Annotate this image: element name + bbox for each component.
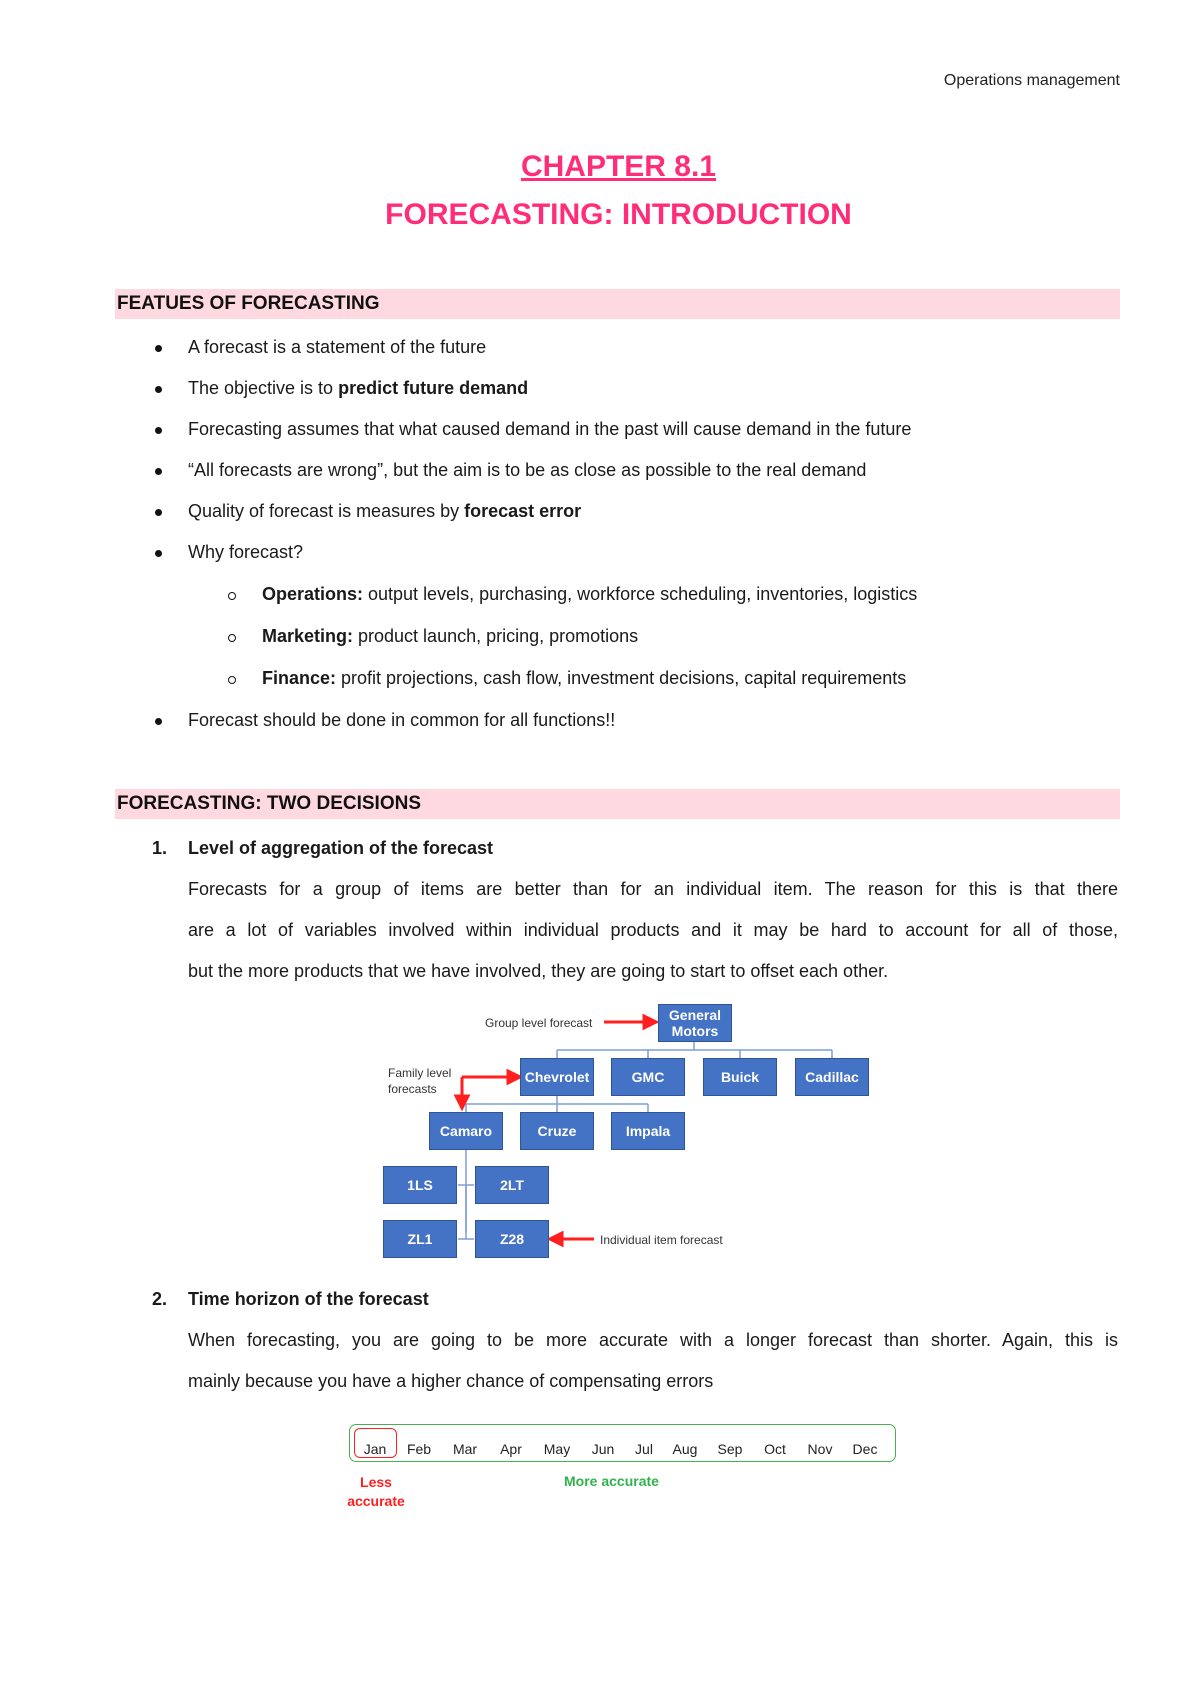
paragraph-line: Forecasts for a group of items are better than for an individual item. The reason for this is that there bbox=[188, 879, 1118, 899]
chapter-subtitle: FORECASTING: INTRODUCTION bbox=[385, 198, 852, 231]
org-node-zl1: ZL1 bbox=[383, 1220, 457, 1258]
bullet-item: Why forecast? bbox=[188, 542, 304, 562]
org-node-gmc: GMC bbox=[611, 1058, 685, 1096]
sub-bullet-item: Marketing: product launch, pricing, promotions bbox=[262, 626, 639, 646]
item-level-label: Individual item forecast bbox=[600, 1233, 723, 1247]
item-title: Time horizon of the forecast bbox=[188, 1289, 429, 1309]
family-level-label-line2: forecasts bbox=[388, 1082, 437, 1096]
paragraph-line: When forecasting, you are going to be more accurate with a longer forecast than shorter. Again, this is bbox=[188, 1330, 1118, 1350]
course-header: Operations management bbox=[943, 72, 1120, 89]
item-title: Level of aggregation of the forecast bbox=[188, 838, 494, 858]
less-accurate-label: Less accurate bbox=[347, 1474, 405, 1509]
timeline-month: Aug bbox=[672, 1441, 698, 1457]
more-accurate-label: More accurate bbox=[564, 1473, 659, 1489]
timeline-month: Jun bbox=[591, 1441, 615, 1457]
sub-bullet-item: Finance: profit projections, cash flow, investment decisions, capital requirements bbox=[262, 668, 907, 688]
item-number: 1. bbox=[152, 838, 168, 858]
bullet-item: Forecasting assumes that what caused demand in the past will cause demand in the future bbox=[188, 419, 912, 439]
section-heading-text: FORECASTING: TWO DECISIONS bbox=[117, 793, 421, 814]
org-node-impala: Impala bbox=[611, 1112, 685, 1150]
bullet-item: Forecast should be done in common for all functions!! bbox=[188, 710, 616, 730]
bullet-item: Quality of forecast is measures by forecast error bbox=[188, 501, 582, 521]
org-node-general-motors: General Motors bbox=[658, 1004, 732, 1042]
org-node-buick: Buick bbox=[703, 1058, 777, 1096]
timeline-month: Mar bbox=[452, 1441, 478, 1457]
section-heading-text: FEATUES OF FORECASTING bbox=[117, 293, 380, 314]
org-node-cruze: Cruze bbox=[520, 1112, 594, 1150]
org-node-1ls: 1LS bbox=[383, 1166, 457, 1204]
timeline-month: Nov bbox=[807, 1441, 833, 1457]
timeline-month: Apr bbox=[500, 1441, 522, 1457]
timeline-month: Jan bbox=[363, 1441, 387, 1457]
org-node-cadillac: Cadillac bbox=[795, 1058, 869, 1096]
bullet-item: The objective is to predict future demand bbox=[188, 378, 529, 398]
paragraph-line: mainly because you have a higher chance of compensating errors bbox=[188, 1371, 714, 1391]
family-level-label-line1: Family level bbox=[388, 1066, 452, 1080]
paragraph-line: but the more products that we have involved, they are going to start to offset each other. bbox=[188, 961, 889, 981]
group-level-label: Group level forecast bbox=[485, 1016, 593, 1030]
chapter-title: CHAPTER 8.1 bbox=[520, 150, 717, 183]
org-node-camaro: Camaro bbox=[429, 1112, 503, 1150]
timeline-month: Feb bbox=[406, 1441, 432, 1457]
bullet-item: “All forecasts are wrong”, but the aim is to be as close as possible to the real demand bbox=[188, 460, 867, 480]
timeline-month: Dec bbox=[852, 1441, 878, 1457]
timeline-month: May bbox=[543, 1441, 571, 1457]
org-node-z28: Z28 bbox=[475, 1220, 549, 1258]
org-node-chevrolet: Chevrolet bbox=[520, 1058, 594, 1096]
sub-bullet-item: Operations: output levels, purchasing, workforce scheduling, inventories, logistics bbox=[262, 584, 918, 604]
timeline-month: Jul bbox=[635, 1441, 653, 1457]
bullet-item: A forecast is a statement of the future bbox=[188, 337, 487, 357]
timeline-month: Oct bbox=[764, 1441, 786, 1457]
paragraph-line: are a lot of variables involved within individual products and it may be hard to account for all of those, bbox=[188, 920, 1118, 940]
item-number: 2. bbox=[152, 1289, 168, 1309]
item-paragraph bbox=[188, 1320, 1118, 1402]
timeline-month: Sep bbox=[717, 1441, 743, 1457]
org-node-2lt: 2LT bbox=[475, 1166, 549, 1204]
